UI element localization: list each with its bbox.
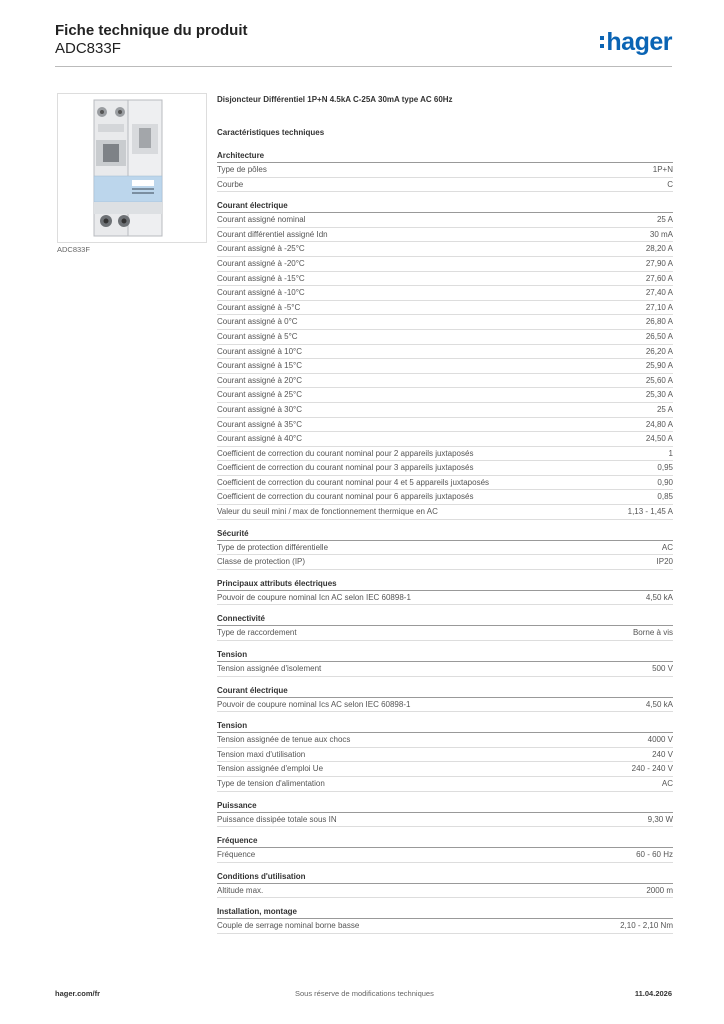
spec-row <box>217 359 673 374</box>
spec-row <box>217 418 673 433</box>
spec-label: Courant assigné nominal <box>217 215 306 225</box>
spec-row <box>217 848 673 863</box>
spec-value: 25 A <box>656 215 673 225</box>
spec-row <box>217 777 673 792</box>
spec-row <box>217 476 673 491</box>
spec-value: 2000 m <box>646 885 673 895</box>
spec-section <box>217 649 673 677</box>
spec-label: Type de protection différentielle <box>217 542 329 552</box>
spec-value: 26,80 A <box>645 317 673 327</box>
spec-label: Courant assigné à 30°C <box>217 404 303 414</box>
spec-label: Tension assignée de tenue aux chocs <box>217 735 351 745</box>
spec-row <box>217 163 673 178</box>
header-divider <box>55 66 672 67</box>
spec-label: Coefficient de correction du courant nominal pour 6 appareils juxtaposés <box>217 492 474 502</box>
spec-row <box>217 315 673 330</box>
section-title: Courant électrique <box>217 200 673 213</box>
spec-value: 60 - 60 Hz <box>636 850 673 860</box>
spec-value: 0,95 <box>657 463 673 473</box>
section-title: Tension <box>217 720 673 733</box>
spec-label: Couple de serrage nominal borne basse <box>217 921 360 931</box>
spec-label: Tension assignée d'emploi Ue <box>217 764 324 774</box>
spec-section <box>217 871 673 899</box>
spec-label: Courant assigné à 35°C <box>217 419 303 429</box>
product-image <box>57 93 207 243</box>
spec-label: Type de raccordement <box>217 628 297 638</box>
hager-logo <box>600 26 672 58</box>
spec-value: 25 A <box>656 404 673 414</box>
image-caption: ADC833F <box>57 245 90 254</box>
spec-value: 4,50 kA <box>645 699 673 709</box>
spec-value: 27,10 A <box>645 302 673 312</box>
spec-label: Type de tension d'alimentation <box>217 779 325 788</box>
spec-label: Pouvoir de coupure nominal Ics AC selon IEC 60898-1 <box>217 699 411 709</box>
spec-row <box>217 213 673 228</box>
footer-website-link[interactable]: hager.com/fr <box>55 989 101 998</box>
spec-value: AC <box>661 542 673 552</box>
spec-label: Classe de protection (IP) <box>217 557 306 567</box>
spec-value: 26,20 A <box>645 346 673 356</box>
spec-label: Coefficient de correction du courant nominal pour 2 appareils juxtaposés <box>217 448 474 458</box>
spec-label: Courant assigné à 10°C <box>217 346 303 356</box>
spec-heading: Caractéristiques techniques <box>217 128 325 137</box>
spec-label: Fréquence <box>217 850 256 860</box>
spec-section <box>217 528 673 570</box>
spec-value: 26,50 A <box>645 331 673 341</box>
spec-label: Courant assigné à -15°C <box>217 273 305 283</box>
spec-label: Courant assigné à -5°C <box>217 302 301 312</box>
spec-label: Coefficient de correction du courant nominal pour 4 et 5 appareils juxtaposés <box>217 477 490 487</box>
spec-value: C <box>667 179 673 189</box>
spec-label: Tension assignée d'isolement <box>217 664 322 674</box>
spec-row <box>217 403 673 418</box>
section-title: Sécurité <box>217 528 673 541</box>
section-title: Architecture <box>217 150 673 163</box>
spec-row <box>217 733 673 748</box>
spec-value: 240 - 240 V <box>631 764 673 774</box>
footer-date: 11.04.2026 <box>634 989 672 998</box>
spec-value: 28,20 A <box>645 244 673 254</box>
spec-label: Type de pôles <box>217 165 267 174</box>
product-reference: ADC833F <box>55 40 121 57</box>
spec-value: 1P+N <box>652 165 673 174</box>
spec-row <box>217 447 673 462</box>
spec-row <box>217 228 673 243</box>
spec-row <box>217 626 673 641</box>
spec-label: Courant assigné à 20°C <box>217 375 303 385</box>
spec-value: 25,30 A <box>645 390 673 400</box>
spec-value: 25,60 A <box>645 375 673 385</box>
spec-content <box>217 95 673 934</box>
section-title: Connectivité <box>217 613 673 626</box>
spec-value: 2,10 - 2,10 Nm <box>620 921 673 931</box>
spec-label: Courant assigné à -25°C <box>217 244 305 254</box>
spec-value: 25,90 A <box>645 361 673 371</box>
spec-row <box>217 388 673 403</box>
section-title: Installation, montage <box>217 906 673 919</box>
spec-section <box>217 685 673 713</box>
spec-label: Courant assigné à 5°C <box>217 331 298 341</box>
spec-label: Altitude max. <box>217 885 264 895</box>
spec-label: Courant assigné à 0°C <box>217 317 298 327</box>
spec-value: 30 mA <box>649 229 673 239</box>
spec-label: Coefficient de correction du courant nominal pour 3 appareils juxtaposés <box>217 463 474 473</box>
spec-value: 240 V <box>652 749 673 759</box>
spec-row <box>217 178 673 193</box>
spec-value: Borne à vis <box>632 628 673 638</box>
spec-row <box>217 286 673 301</box>
spec-label: Courant assigné à 15°C <box>217 361 303 371</box>
spec-row <box>217 461 673 476</box>
spec-row <box>217 762 673 777</box>
spec-value: 0,85 <box>657 492 673 502</box>
spec-value: 500 V <box>652 664 673 674</box>
spec-section <box>217 578 673 606</box>
spec-section <box>217 906 673 934</box>
spec-value: 27,40 A <box>645 288 673 298</box>
circuit-breaker-icon <box>58 94 206 242</box>
spec-value: 24,80 A <box>645 419 673 429</box>
section-title: Conditions d'utilisation <box>217 871 673 884</box>
spec-row <box>217 698 673 713</box>
spec-label: Courant assigné à -10°C <box>217 288 305 298</box>
spec-row <box>217 884 673 899</box>
spec-row <box>217 330 673 345</box>
section-title: Tension <box>217 649 673 662</box>
spec-row <box>217 490 673 505</box>
spec-row <box>217 242 673 257</box>
spec-label: Courbe <box>217 179 244 189</box>
logo-text: hager <box>606 28 672 56</box>
document-header <box>55 22 248 58</box>
spec-label: Courant assigné à 25°C <box>217 390 303 400</box>
spec-section <box>217 200 673 519</box>
section-title: Principaux attributs électriques <box>217 578 673 591</box>
section-title: Courant électrique <box>217 685 673 698</box>
spec-value: 27,90 A <box>645 258 673 268</box>
document-title: Fiche technique du produit <box>55 22 248 39</box>
spec-value: 24,50 A <box>645 434 673 444</box>
spec-section <box>217 800 673 828</box>
spec-row <box>217 257 673 272</box>
spec-value: 0,90 <box>657 477 673 487</box>
spec-label: Courant assigné à -20°C <box>217 258 305 268</box>
spec-section <box>217 150 673 192</box>
spec-row <box>217 374 673 389</box>
spec-label: Pouvoir de coupure nominal Icn AC selon IEC 60898-1 <box>217 592 411 602</box>
spec-value: 27,60 A <box>645 273 673 283</box>
spec-value: 1 <box>668 448 673 458</box>
spec-label: Puissance dissipée totale sous IN <box>217 814 337 824</box>
spec-value: 4,50 kA <box>645 592 673 602</box>
spec-row <box>217 591 673 606</box>
spec-label: Tension maxi d'utilisation <box>217 749 306 759</box>
spec-row <box>217 505 673 520</box>
spec-row <box>217 919 673 934</box>
spec-row <box>217 301 673 316</box>
section-title: Puissance <box>217 800 673 813</box>
spec-row <box>217 432 673 447</box>
spec-row <box>217 748 673 763</box>
spec-row <box>217 345 673 360</box>
spec-value: IP20 <box>656 557 673 567</box>
logo-dots-icon <box>600 36 604 48</box>
spec-value: 4000 V <box>647 735 673 745</box>
spec-label: Valeur du seuil mini / max de fonctionnement thermique en AC <box>217 507 438 517</box>
spec-row <box>217 541 673 556</box>
section-title: Fréquence <box>217 835 673 848</box>
spec-section <box>217 613 673 641</box>
spec-sections <box>217 150 673 934</box>
footer-notice: Sous réserve de modifications techniques <box>295 989 434 998</box>
spec-section <box>217 720 673 791</box>
spec-value: 1,13 - 1,45 A <box>627 507 673 517</box>
spec-row <box>217 272 673 287</box>
spec-value: AC <box>661 779 673 788</box>
spec-section <box>217 835 673 863</box>
spec-label: Courant différentiel assigné Idn <box>217 229 328 239</box>
spec-row <box>217 555 673 570</box>
product-description: Disjoncteur Différentiel 1P+N 4.5kA C-25A 30mA type AC 60Hz <box>217 95 453 104</box>
spec-row <box>217 662 673 677</box>
spec-row <box>217 813 673 828</box>
spec-label: Courant assigné à 40°C <box>217 434 303 444</box>
spec-value: 9,30 W <box>647 814 673 824</box>
